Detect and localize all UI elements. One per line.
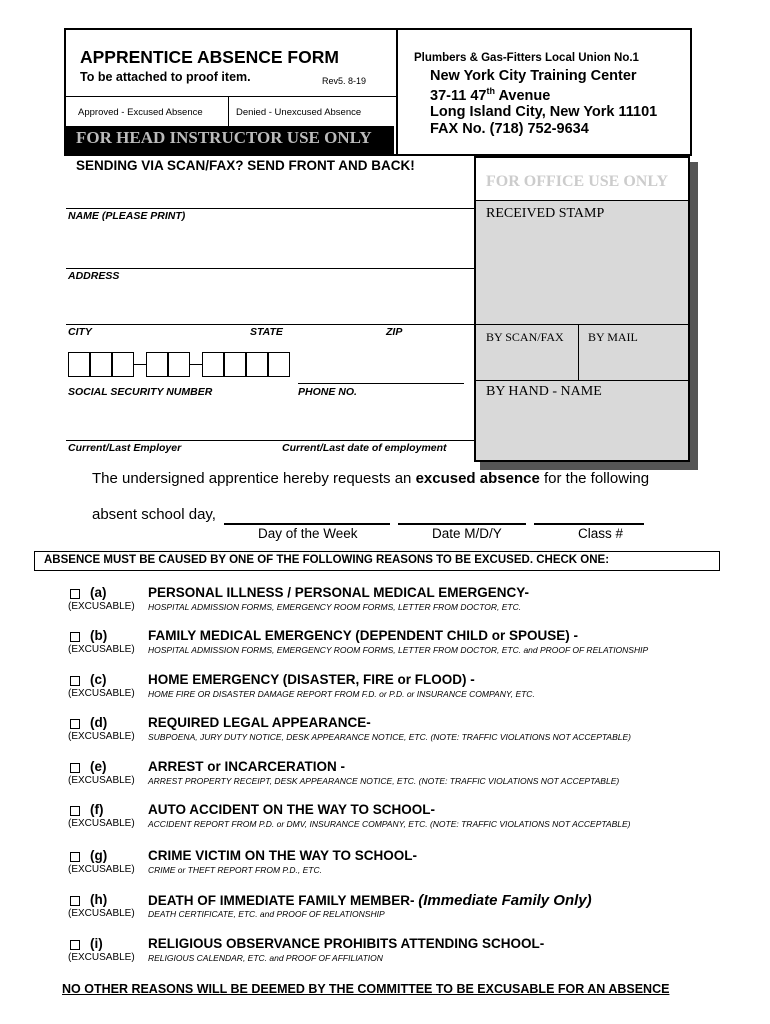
city-state-zip-line[interactable] [66,324,474,325]
reason-detail: ARREST PROPERTY RECEIPT, DESK APPEARANCE NOTICE, ETC. (NOTE: TRAFFIC VIOLATIONS NOT ACCEPTABLE) [148,776,620,786]
class-label: Class # [578,526,624,541]
reason-detail: RELIGIOUS CALENDAR, ETC. and PROOF OF AFFILIATION [148,953,383,963]
by-hand-name: BY HAND - NAME [486,384,602,399]
street-address: 37-11 47th Avenue [430,86,551,104]
center-name: New York City Training Center [430,68,637,84]
reason-letter: (f) [90,802,104,817]
excusable-label: (EXCUSABLE) [68,908,135,919]
absence-banner: ABSENCE MUST BE CAUSED BY ONE OF THE FOLLOWING REASONS TO BE EXCUSED. CHECK ONE: [44,554,610,566]
reason-title: DEATH OF IMMEDIATE FAMILY MEMBER- (Immediate Family Only) [148,892,592,909]
reason-title: REQUIRED LEGAL APPEARANCE- [148,715,371,730]
employer-label: Current/Last Employer [68,442,182,454]
denied-label: Denied - Unexcused Absence [236,107,362,118]
checkbox-icon[interactable] [70,676,80,686]
class-line[interactable] [534,523,644,525]
employment-line[interactable] [66,440,474,441]
reason-letter: (a) [90,585,107,600]
excusable-label: (EXCUSABLE) [68,601,135,612]
excusable-label: (EXCUSABLE) [68,688,135,699]
reason-title: PERSONAL ILLNESS / PERSONAL MEDICAL EMERGENCY- [148,585,530,600]
reason-detail: HOME FIRE OR DISASTER DAMAGE REPORT FROM F.D. or P.D. or INSURANCE COMPANY, ETC. [148,689,535,699]
reason-detail: ACCIDENT REPORT FROM P.D. or DMV, INSURANCE COMPANY, ETC. (NOTE: TRAFFIC VIOLATIONS NOT ACCEPTABLE) [148,819,631,829]
address-line[interactable] [66,268,474,269]
checkbox-icon[interactable] [70,719,80,729]
fax-number: FAX No. (718) 752-9634 [430,121,589,137]
day-of-week-label: Day of the Week [258,526,358,541]
absent-day-text: absent school day, [92,506,216,523]
reason-detail: DEATH CERTIFICATE, ETC. and PROOF OF RELATIONSHIP [148,909,385,919]
city-address: Long Island City, New York 11101 [430,104,658,120]
city-label: CITY [68,326,92,338]
checkbox-icon[interactable] [70,852,80,862]
reason-title: RELIGIOUS OBSERVANCE PROHIBITS ATTENDING SCHOOL- [148,936,545,951]
excusable-label: (EXCUSABLE) [68,952,135,963]
reason-letter: (b) [90,628,108,643]
reason-letter: (g) [90,848,108,863]
name-label: NAME (PLEASE PRINT) [68,210,186,222]
reason-detail: SUBPOENA, JURY DUTY NOTICE, DESK APPEARANCE NOTICE, ETC. (NOTE: TRAFFIC VIOLATIONS NOT ACCEPTABLE) [148,732,631,742]
form-subtitle: To be attached to proof item. [80,70,251,84]
excusable-label: (EXCUSABLE) [68,864,135,875]
request-statement: The undersigned apprentice hereby requests an excused absence for the following [92,470,650,487]
checkbox-icon[interactable] [70,632,80,642]
reason-title: ARREST or INCARCERATION - [148,759,345,774]
date-label: Date M/D/Y [432,526,502,541]
excusable-label: (EXCUSABLE) [68,644,135,655]
date-line[interactable] [398,523,526,525]
head-instructor-label: FOR HEAD INSTRUCTOR USE ONLY [76,128,372,147]
state-label: STATE [250,326,283,338]
footer-note: NO OTHER REASONS WILL BE DEEMED BY THE COMMITTEE TO BE EXCUSABLE FOR AN ABSENCE [62,982,670,996]
checkbox-icon[interactable] [70,896,80,906]
reason-detail: HOSPITAL ADMISSION FORMS, EMERGENCY ROOM FORMS, LETTER FROM DOCTOR, ETC. [148,602,522,612]
office-use-label: FOR OFFICE USE ONLY [486,173,669,190]
checkbox-icon[interactable] [70,940,80,950]
by-mail: BY MAIL [588,330,638,344]
sending-note: SENDING VIA SCAN/FAX? SEND FRONT AND BACK! [76,158,415,173]
reason-letter: (i) [90,936,103,951]
reason-title: AUTO ACCIDENT ON THE WAY TO SCHOOL- [148,802,436,817]
excusable-label: (EXCUSABLE) [68,775,135,786]
reason-title: FAMILY MEDICAL EMERGENCY (DEPENDENT CHILD or SPOUSE) - [148,628,579,643]
reason-letter: (h) [90,892,108,907]
reason-title-extra: (Immediate Family Only) [418,892,592,909]
reason-detail: CRIME or THEFT REPORT FROM P.D., ETC. [148,865,322,875]
checkbox-icon[interactable] [70,763,80,773]
reason-letter: (c) [90,672,107,687]
reason-title: CRIME VICTIM ON THE WAY TO SCHOOL- [148,848,418,863]
day-of-week-line[interactable] [224,523,390,525]
union-name: Plumbers & Gas-Fitters Local Union No.1 [414,52,639,64]
form-title: APPRENTICE ABSENCE FORM [80,47,339,67]
received-stamp-label: RECEIVED STAMP [486,206,605,221]
checkbox-icon[interactable] [70,589,80,599]
excusable-label: (EXCUSABLE) [68,818,135,829]
reason-title: HOME EMERGENCY (DISASTER, FIRE or FLOOD) - [148,672,475,687]
ssn-label: SOCIAL SECURITY NUMBER [68,386,213,398]
zip-label: ZIP [386,326,403,338]
name-line[interactable] [66,208,474,209]
revision: Rev5. 8-19 [322,76,367,86]
reason-detail: HOSPITAL ADMISSION FORMS, EMERGENCY ROOM FORMS, LETTER FROM DOCTOR, ETC. and PROOF OF RELATIONSHIP [148,645,649,655]
employment-date-label: Current/Last date of employment [282,442,447,454]
phone-label: PHONE NO. [298,386,357,398]
by-scan-fax: BY SCAN/FAX [486,330,564,344]
approved-label: Approved - Excused Absence [78,107,203,118]
address-label: ADDRESS [68,270,120,282]
phone-line[interactable] [298,383,464,384]
excusable-label: (EXCUSABLE) [68,731,135,742]
checkbox-icon[interactable] [70,806,80,816]
reason-letter: (e) [90,759,107,774]
header-divider [396,28,398,156]
reason-letter: (d) [90,715,108,730]
